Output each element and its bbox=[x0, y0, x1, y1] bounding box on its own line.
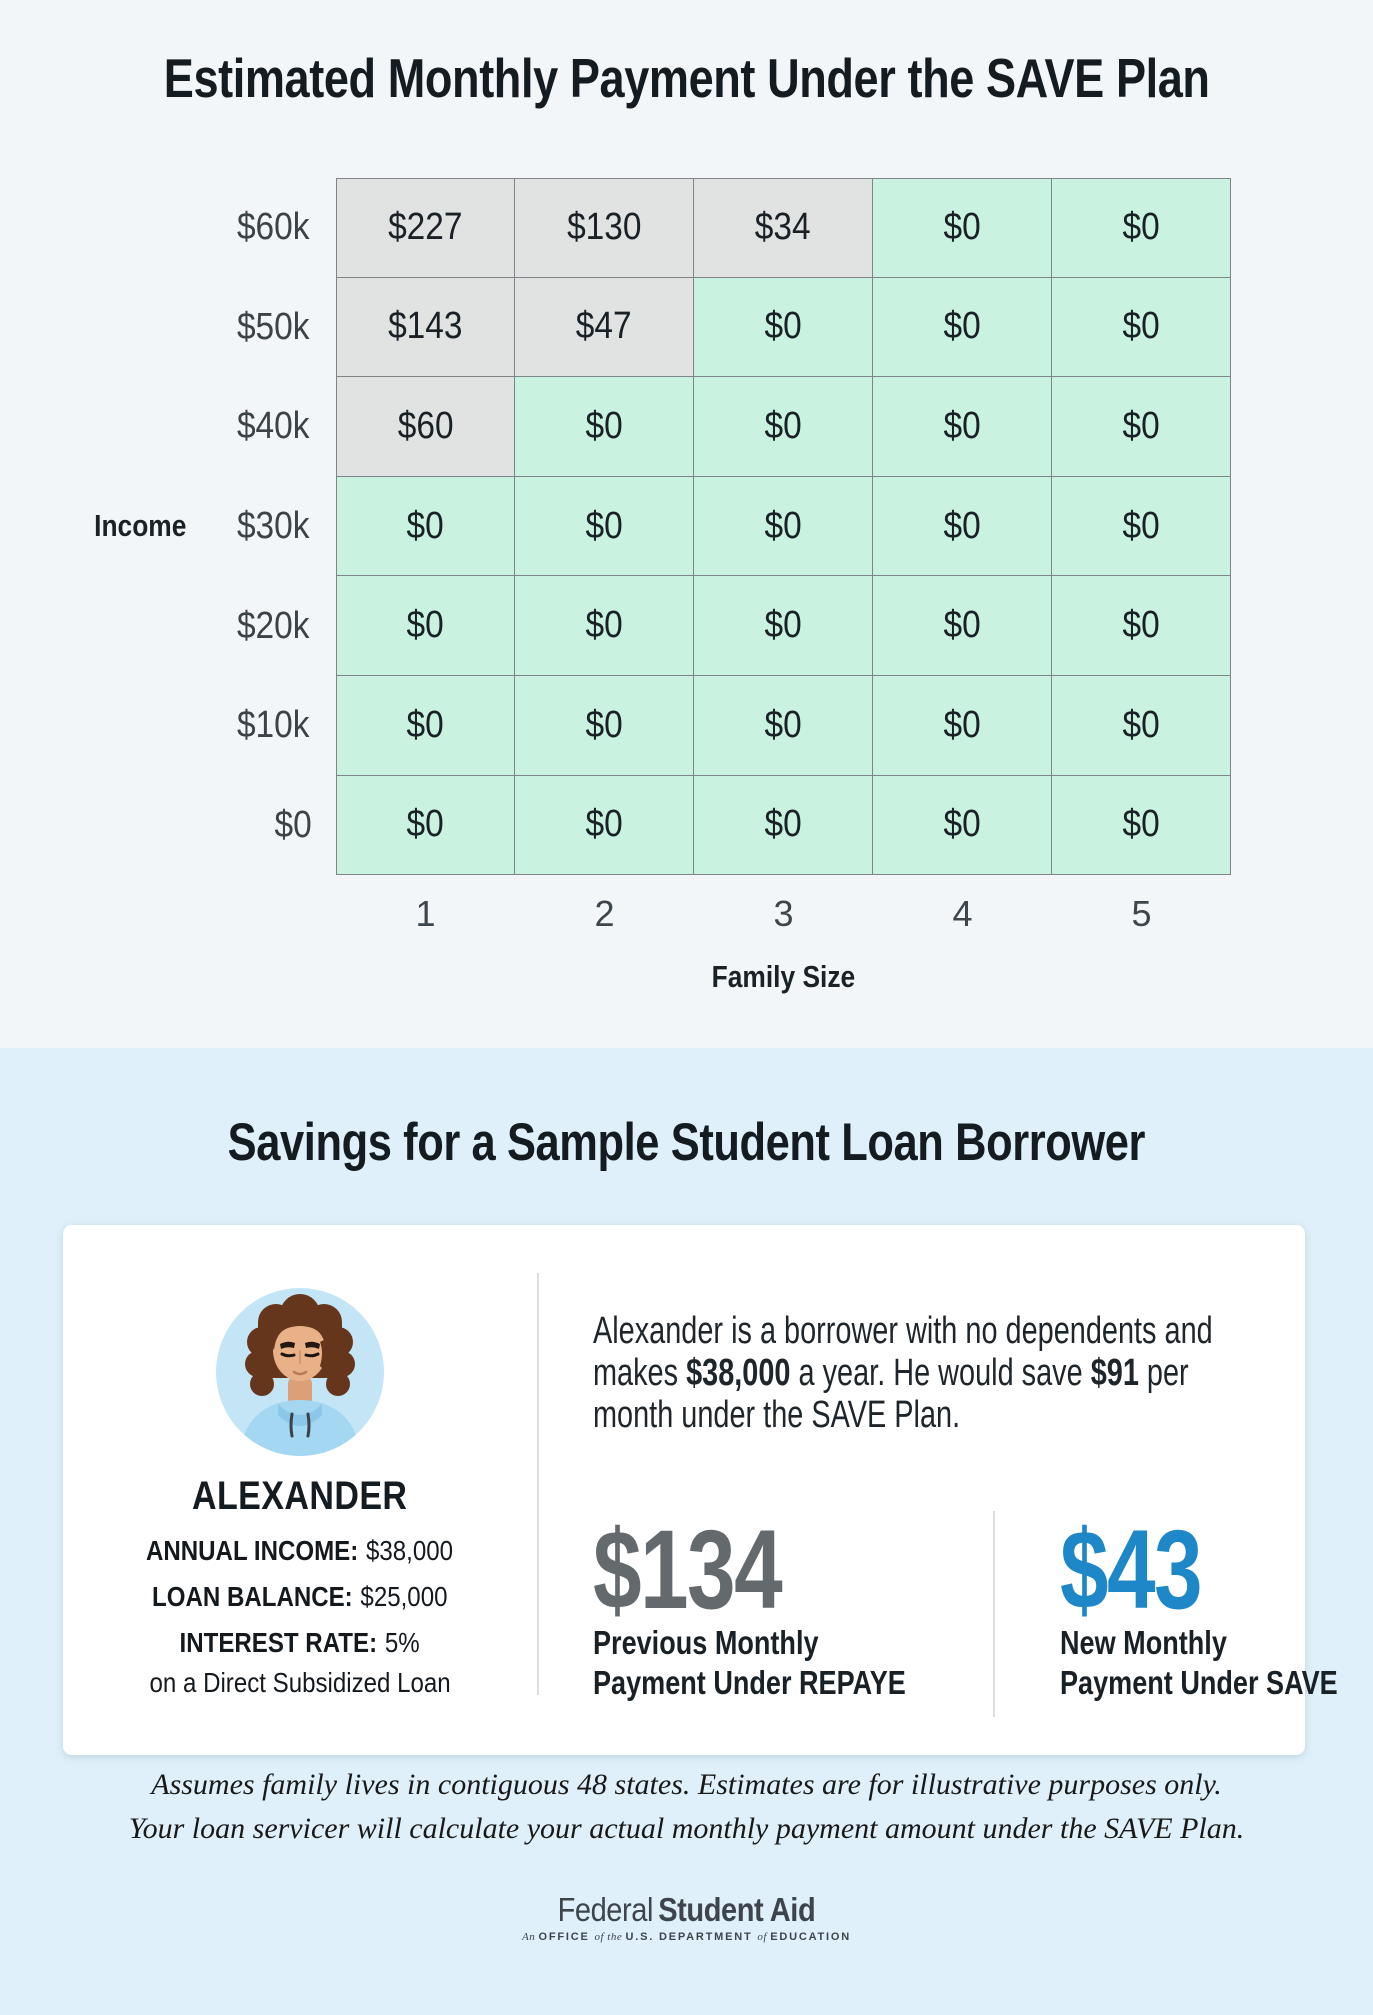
payment-cell: $0 bbox=[1052, 477, 1231, 577]
fsa-logo bbox=[0, 1892, 1373, 1943]
income-row-label: $30k bbox=[236, 505, 310, 548]
income-row-label: $50k bbox=[236, 305, 310, 348]
payment-cell: $0 bbox=[515, 377, 694, 477]
family-size-column-label: 3 bbox=[773, 893, 794, 935]
borrower-description: Alexander is a borrower with no dependents and makes $38,000 a year. He would save $91 per month under the SAVE Plan. bbox=[593, 1310, 1213, 1436]
payment-cell: $0 bbox=[1052, 676, 1231, 776]
loan-type-note: on a Direct Subsidized Loan bbox=[149, 1667, 451, 1698]
new-payment-block bbox=[995, 1507, 1373, 1717]
payment-cell: $0 bbox=[1052, 377, 1231, 477]
income-axis-label: Income bbox=[93, 508, 187, 543]
income-row-label: $0 bbox=[274, 803, 312, 846]
family-size-column-label: 2 bbox=[594, 893, 615, 935]
payment-cell: $0 bbox=[336, 576, 515, 676]
payment-cell: $0 bbox=[1052, 278, 1231, 378]
payment-comparison bbox=[593, 1507, 1373, 1717]
payment-cell: $0 bbox=[515, 477, 694, 577]
family-size-column-label: 5 bbox=[1131, 893, 1152, 935]
family-size-column-label: 4 bbox=[952, 893, 973, 935]
payment-cell: $0 bbox=[694, 676, 873, 776]
family-size-axis-label: Family Size bbox=[711, 959, 856, 995]
column-labels bbox=[336, 893, 1231, 935]
page-title: Estimated Monthly Payment Under the SAVE Plan bbox=[163, 47, 1210, 109]
payment-cell: $0 bbox=[694, 278, 873, 378]
payment-cell: $0 bbox=[694, 477, 873, 577]
payment-cell: $0 bbox=[1052, 576, 1231, 676]
new-payment-amount: $43 bbox=[1060, 1507, 1202, 1633]
payment-cell: $0 bbox=[873, 676, 1052, 776]
annual-income-stat: ANNUAL INCOME: $38,000 bbox=[146, 1535, 454, 1566]
disclaimer-line-2: Your loan servicer will calculate your actual monthly payment amount under the SAVE Plan. bbox=[128, 1812, 1245, 1845]
payment-cell: $0 bbox=[694, 776, 873, 876]
income-row-label: $40k bbox=[236, 405, 310, 448]
payment-cell: $227 bbox=[336, 178, 515, 278]
fsa-logo-tagline: An OFFICE of the U.S. DEPARTMENT of EDUCATION bbox=[522, 1931, 851, 1943]
payment-cell: $0 bbox=[873, 278, 1052, 378]
savings-section bbox=[0, 1048, 1373, 2015]
payment-cell: $0 bbox=[873, 576, 1052, 676]
borrower-profile bbox=[63, 1225, 537, 1755]
borrower-summary bbox=[537, 1225, 1373, 1755]
payment-cell: $0 bbox=[694, 377, 873, 477]
borrower-avatar-illustration bbox=[216, 1288, 384, 1456]
payment-cell: $0 bbox=[1052, 776, 1231, 876]
payment-cell: $0 bbox=[515, 576, 694, 676]
payment-matrix bbox=[218, 178, 1231, 875]
previous-payment-amount: $134 bbox=[593, 1507, 782, 1633]
income-row-label: $10k bbox=[236, 704, 310, 747]
borrower-stats bbox=[121, 1528, 478, 1699]
payment-table bbox=[218, 178, 1231, 995]
payment-cell: $34 bbox=[694, 178, 873, 278]
payment-cell: $130 bbox=[515, 178, 694, 278]
disclaimer bbox=[0, 1763, 1373, 1851]
borrower-card bbox=[63, 1225, 1338, 1755]
income-row-label: $60k bbox=[236, 206, 310, 249]
previous-payment-block bbox=[593, 1507, 993, 1717]
payment-cell: $0 bbox=[694, 576, 873, 676]
payment-cell: $0 bbox=[873, 477, 1052, 577]
payment-cell: $0 bbox=[873, 377, 1052, 477]
payment-cell: $0 bbox=[336, 477, 515, 577]
disclaimer-line-1: Assumes family lives in contiguous 48 states. Estimates are for illustrative purposes only. bbox=[151, 1768, 1222, 1801]
borrower-name: ALEXANDER bbox=[192, 1474, 408, 1518]
payment-cell: $0 bbox=[336, 776, 515, 876]
income-row-label: $20k bbox=[236, 604, 310, 647]
payment-cell: $0 bbox=[1052, 178, 1231, 278]
payment-cell: $0 bbox=[873, 178, 1052, 278]
loan-balance-stat: LOAN BALANCE: $25,000 bbox=[152, 1581, 448, 1612]
fsa-logo-wordmark: Federal Student Aid bbox=[557, 1891, 816, 1928]
interest-rate-stat: INTEREST RATE: 5% bbox=[179, 1627, 421, 1658]
payment-cell: $47 bbox=[515, 278, 694, 378]
payment-cell: $0 bbox=[873, 776, 1052, 876]
payment-cell: $0 bbox=[336, 676, 515, 776]
payment-cell: $143 bbox=[336, 278, 515, 378]
payment-cell: $0 bbox=[515, 776, 694, 876]
payment-cell: $60 bbox=[336, 377, 515, 477]
payment-cell: $0 bbox=[515, 676, 694, 776]
family-size-column-label: 1 bbox=[415, 893, 436, 935]
previous-payment-label: Previous Monthly Payment Under REPAYE bbox=[593, 1624, 906, 1702]
card-vertical-divider bbox=[537, 1273, 539, 1695]
new-payment-label: New Monthly Payment Under SAVE bbox=[1060, 1624, 1338, 1702]
savings-title: Savings for a Sample Student Loan Borrower bbox=[227, 1113, 1146, 1172]
